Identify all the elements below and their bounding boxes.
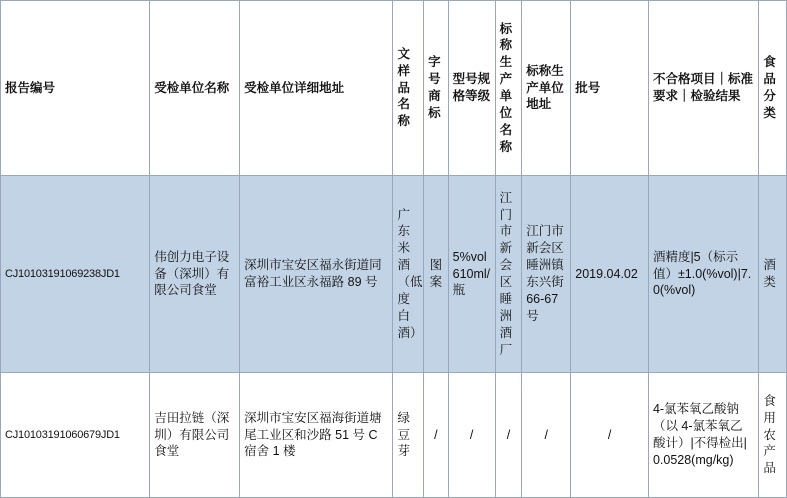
cell-producer: 江门市新会区睡洲酒厂 (495, 176, 522, 373)
header-row (1, 1, 787, 176)
table-body (1, 176, 787, 498)
table-header (1, 1, 787, 176)
table-row (1, 373, 787, 498)
column-header-result (648, 1, 758, 176)
column-header-producer-address (522, 1, 571, 176)
table-row (1, 176, 787, 373)
header-label: 不合格项目｜标准要求｜检验结果 (652, 72, 753, 103)
cell-unit-name: 吉田拉链（深圳）有限公司食堂 (150, 373, 240, 498)
cell-producer-address: / (522, 373, 571, 498)
column-header-sample-name (393, 1, 424, 176)
cell-batch-no: 2019.04.02 (571, 176, 649, 373)
column-header-producer (495, 1, 522, 176)
cell-unit-address: 深圳市宝安区福海街道塘尾工业区和沙路 51 号 C 宿舍 1 楼 (240, 373, 393, 498)
header-label: 标称生产单位名称 (499, 21, 513, 154)
cell-trademark: 图案 (424, 176, 449, 373)
cell-report-no: CJ10103191060679JD1 (1, 373, 150, 498)
cell-unit-address: 深圳市宝安区福永街道同富裕工业区永福路 89 号 (240, 176, 393, 373)
cell-trademark: / (424, 373, 449, 498)
column-header-model-spec (448, 1, 495, 176)
cell-food-category: 食用农产品 (759, 373, 787, 498)
header-label: 批号 (575, 80, 601, 95)
header-label: 型号规格等级 (452, 72, 491, 103)
header-label: 食品分类 (763, 55, 776, 120)
cell-producer: / (495, 373, 522, 498)
cell-batch-no: / (571, 373, 649, 498)
column-header-batch-no (571, 1, 649, 176)
header-label: 字号商标 (428, 55, 441, 120)
cell-result: 酒精度|5（标示值）±1.0(%vol)|7.0(%vol) (648, 176, 758, 373)
header-label: 文样品名称 (397, 46, 410, 129)
column-header-food-category (759, 1, 787, 176)
cell-report-no: CJ10103191069238JD1 (1, 176, 150, 373)
header-label: 受检单位名称 (154, 80, 230, 95)
column-header-trademark (424, 1, 449, 176)
cell-result: 4-氯苯氧乙酸钠（以 4-氯苯氧乙酸计）|不得检出|0.0528(mg/kg) (648, 373, 758, 498)
cell-sample-name: 绿豆芽 (393, 373, 424, 498)
cell-food-category: 酒类 (759, 176, 787, 373)
cell-producer-address: 江门市新会区睡洲镇东兴街 66-67 号 (522, 176, 571, 373)
column-header-unit-address (240, 1, 393, 176)
cell-sample-name: 广东米酒（低度白酒） (393, 176, 424, 373)
header-label: 报告编号 (5, 80, 56, 95)
header-label: 受检单位详细地址 (244, 80, 345, 95)
header-label: 标称生产单位地址 (526, 63, 564, 112)
column-header-unit-name (150, 1, 240, 176)
cell-model-spec: / (448, 373, 495, 498)
cell-model-spec: 5%vol 610ml/瓶 (448, 176, 495, 373)
column-header-report-no (1, 1, 150, 176)
cell-unit-name: 伟创力电子设备（深圳）有限公司食堂 (150, 176, 240, 373)
